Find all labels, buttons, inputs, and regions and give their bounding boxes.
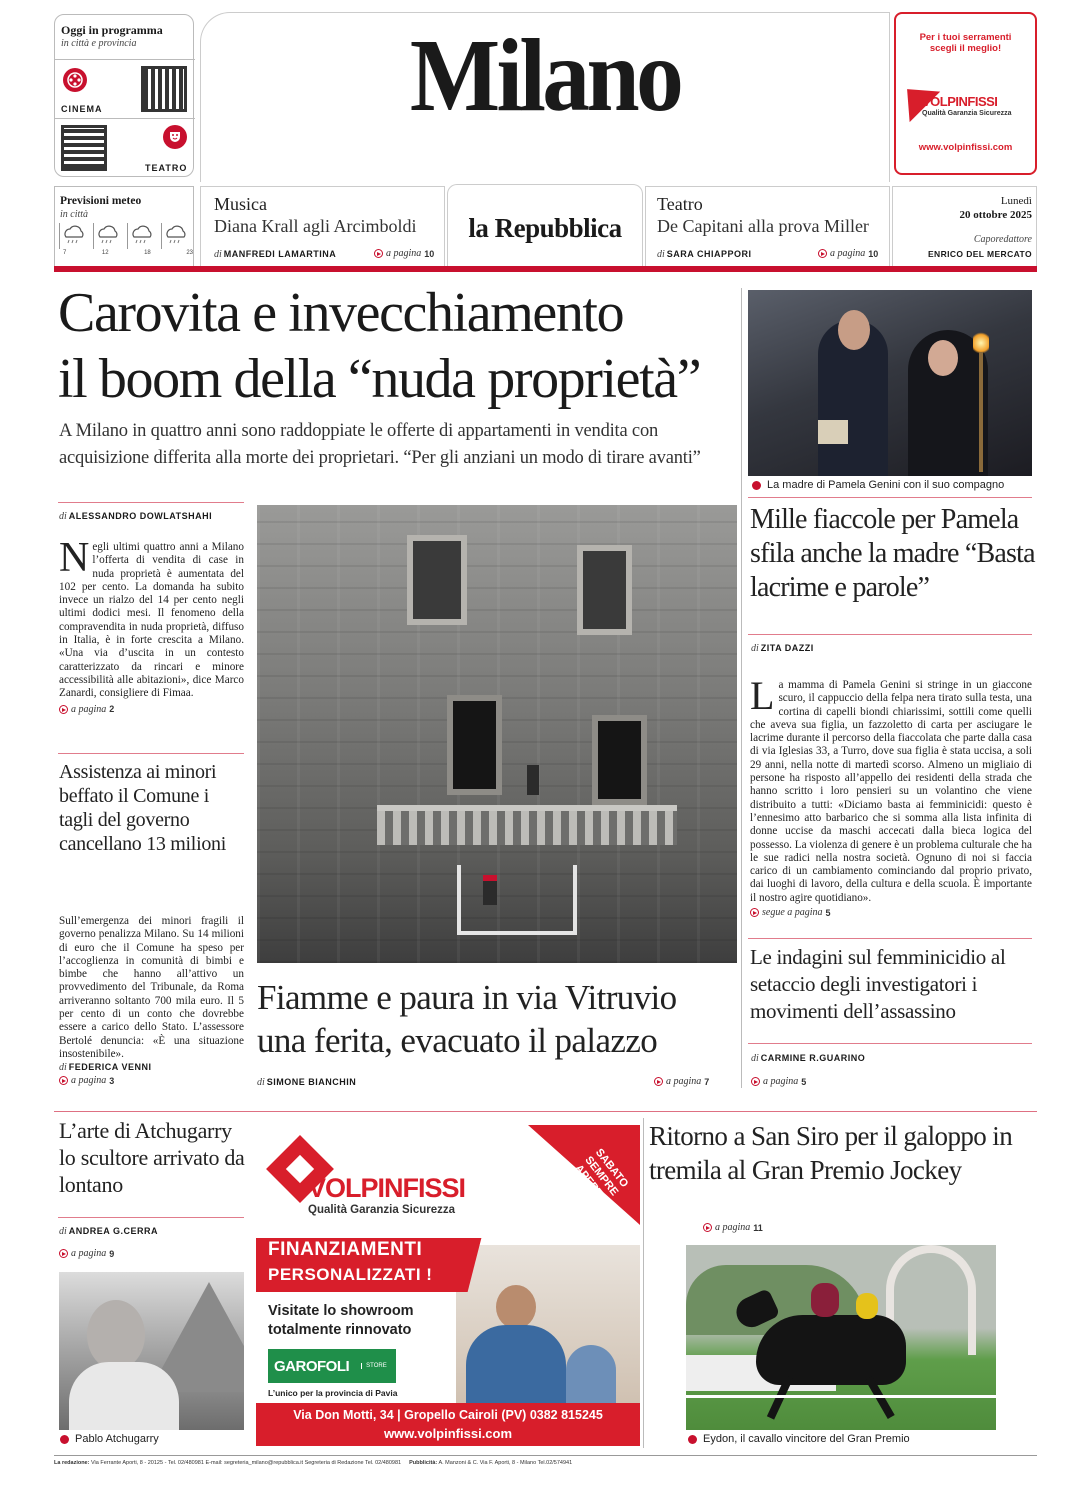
footer-rule xyxy=(54,1455,1037,1456)
arrow-right-icon xyxy=(59,1249,68,1258)
footer xyxy=(54,1460,1037,1466)
lead-headline-line2: il boom della “nuda proprietà” xyxy=(58,348,701,410)
cinema-tile[interactable] xyxy=(55,59,195,119)
film-reel-icon xyxy=(63,68,87,92)
column-divider xyxy=(643,1118,644,1448)
ad-visit-line1: Visitate lo showroom xyxy=(268,1303,414,1319)
volpinfissi-ad[interactable] xyxy=(256,1125,640,1446)
teatro-tile[interactable] xyxy=(55,119,195,178)
column-divider xyxy=(741,288,742,1088)
pamela-headline[interactable]: Mille fiaccole per Pamela sfila anche la madre “Basta lacrime e parole” xyxy=(750,504,1035,603)
dropcap: N xyxy=(59,535,90,581)
minors-article xyxy=(59,915,244,1086)
racing-horse xyxy=(756,1315,906,1385)
pamela-body: La mamma di Pamela Genini si stringe in un giaccone scuro, il cappuccio della felpa nera tirato sulla testa, una cortina di capelli biondi chiarissimi, sottili come quelli che aveva sua figlia, un fazzoletto di carta per asciugare le lacrime durante il percorso della fiaccolata che parte dalla casa di via Iglesias 33, a Turro, dove sua figlia è stata uccisa, a soli 29 anni, nella notte di martedì scorso. Almeno un migliaio di persone ha risposto all’appello dei residenti della strada che hanno scritto i loro pensieri su un volantino che viene distribuito a tutti: «Diciamo basta ai femminicidi: questo è l’ennesimo atto barbarico che si somma alla lista infinita di donne uccise da maschi accecati dalla bieca logica del possesso. La violenza di genere è un problema culturale che ha le sue radici nella nostra società. Ognuno di noi si faccia carico di un cambiamento cominciando dal proprio privato, dai luoghi di lavoro, della cultura e della scuola. È importante il nostro agire quotidiano». xyxy=(750,673,1032,904)
ad-finance-line2: PERSONALIZZATI ! xyxy=(268,1265,433,1284)
rain-cloud-icon xyxy=(161,223,191,249)
investigation-page-ref[interactable]: a pagina 5 xyxy=(751,1076,806,1087)
lead-page-ref[interactable]: a pagina 2 xyxy=(59,704,244,715)
pamela-byline: di ZITA DAZZI xyxy=(751,643,814,654)
rule xyxy=(58,1217,244,1218)
garofoli-name: GAROFOLI xyxy=(274,1357,350,1375)
rain-cloud-icon xyxy=(59,223,89,249)
balcony xyxy=(377,805,677,845)
lead-standfirst: A Milano in quattro anni sono raddoppiate le offerte di appartamenti in vendita con acquisizione differita alla morte dei proprietari. “Per gli anziani un modo di tirare avanti” xyxy=(59,421,701,468)
cinema-label: CINEMA xyxy=(61,104,103,114)
fire-byline: di SIMONE BIANCHIN xyxy=(257,1077,357,1088)
minors-page-ref[interactable]: a pagina 3 xyxy=(59,1075,244,1086)
torch-stick xyxy=(979,352,983,472)
paper-cone xyxy=(818,420,848,444)
arrow-right-icon xyxy=(818,249,827,258)
editor-name: ENRICO DEL MERCATO xyxy=(927,249,1032,259)
teatro-label: TEATRO xyxy=(145,163,188,173)
minors-headline[interactable]: Assistenza ai minori beffato il Comune i tagli del governo cancellano 13 milioni xyxy=(59,761,226,855)
sansiro-page-ref[interactable]: a pagina 11 xyxy=(703,1222,763,1233)
investigation-byline: di CARMINE R.GUARINO xyxy=(751,1053,866,1064)
ad-person xyxy=(496,1285,536,1329)
top-ad-line2: scegli il meglio! xyxy=(929,43,1002,54)
date-full: 20 ottobre 2025 xyxy=(959,209,1032,221)
sculptor-byline: di ANDREA G.CERRA xyxy=(59,1226,158,1237)
program-box xyxy=(54,14,194,177)
masthead-title: Milano xyxy=(409,18,681,133)
window xyxy=(577,545,632,635)
theatre-headline: De Capitani alla prova Miller xyxy=(657,216,869,236)
camera-dot-icon xyxy=(688,1435,697,1444)
theatre-section: Teatro xyxy=(657,194,703,214)
arrow-right-icon xyxy=(751,1077,760,1086)
weather-box xyxy=(54,186,194,266)
music-section: Musica xyxy=(214,194,267,214)
arrow-right-icon xyxy=(703,1223,712,1232)
rain-cloud-icon xyxy=(127,223,157,249)
camera-dot-icon xyxy=(752,481,761,490)
lead-headline-line1: Carovita e invecchiamento xyxy=(58,282,624,344)
lead-headline[interactable] xyxy=(58,280,748,412)
date-day: Lunedì xyxy=(1000,195,1032,207)
weather-hours xyxy=(63,250,193,256)
masthead-red-bar xyxy=(54,266,1037,272)
rule xyxy=(748,497,1032,498)
theatre-mask-icon xyxy=(163,125,187,149)
camera-dot-icon xyxy=(60,1435,69,1444)
repubblica-logo-box xyxy=(447,184,643,268)
top-ad-tagline: Qualità Garanzia Sicurezza xyxy=(922,110,1012,117)
person-face xyxy=(838,310,870,350)
firefighter xyxy=(527,765,539,795)
footer-pubblicita: Pubblicità: A. Manzoni & C. Via F. Aporti, 8 - Milano Tel.02/574941 xyxy=(409,1460,573,1466)
fire-headline[interactable]: Fiamme e paura in via Vitruvio una ferita, evacuato il palazzo xyxy=(257,978,677,1060)
ad-url[interactable]: www.volpinfissi.com xyxy=(383,1426,513,1441)
program-subtitle: in città e provincia xyxy=(61,38,137,49)
section-separator xyxy=(54,1111,1037,1112)
lead-article xyxy=(59,535,244,715)
top-ad-line1: Per i tuoi serramenti xyxy=(919,32,1012,43)
fire-truck-ladder xyxy=(457,865,577,935)
rule xyxy=(58,502,244,503)
sculptor-head xyxy=(87,1300,145,1370)
top-ad[interactable] xyxy=(894,12,1037,175)
top-ad-brand: VOLPINFISSI xyxy=(922,94,998,109)
sculptor-caption: Pablo Atchugarry xyxy=(60,1433,159,1445)
weather-title: Previsioni meteo xyxy=(60,195,142,207)
arrow-right-icon xyxy=(59,1076,68,1085)
lead-body: Negli ultimi quattro anni a Milano l’offerta di vendita di case in nuda proprietà è aumentata del 102 per cento. La domanda ha subito invece un rialzo del 14 per cento negli ultimi dodici mesi. Il fenomeno della compravendita in nuda proprietà, diffuso in Italia, è in forte crescita a Milano. «Una via d’uscita in un contesto caratterizzato da rincari e minore accessibilità alle abitazioni», dice Marco Zanardi, consigliere di Fimaa. xyxy=(59,535,244,700)
arrow-right-icon xyxy=(59,705,68,714)
ad-unique: L’unico per la provincia di Pavia xyxy=(268,1388,398,1398)
ad-corner-text: SABATO SEMPRE APERTO xyxy=(572,1146,631,1206)
sculptor-headline[interactable]: L’arte di Atchugarry lo scultore arrivato da lontano xyxy=(59,1118,245,1197)
rule xyxy=(58,753,244,754)
theatre-teaser[interactable] xyxy=(645,186,890,266)
investigation-headline[interactable]: Le indagini sul femminicidio al setaccio degli investigatori i movimenti dell’assassino xyxy=(750,945,1006,1023)
program-title: Oggi in programma xyxy=(61,23,163,37)
garofoli-store: STORE xyxy=(361,1363,387,1369)
window xyxy=(447,695,502,795)
qr-code-icon[interactable] xyxy=(61,125,107,171)
sansiro-headline[interactable]: Ritorno a San Siro per il galoppo in tremila al Gran Premio Jockey xyxy=(649,1121,1013,1185)
ad-address: Via Don Motti, 34 | Gropello Cairoli (PV) 0382 815245 xyxy=(293,1408,603,1422)
music-byline: di MANFREDI LAMARTINA xyxy=(214,249,337,260)
jockey xyxy=(811,1283,839,1317)
weather-hour: 12 xyxy=(101,250,109,256)
minors-byline: di FEDERICA VENNI xyxy=(59,1062,152,1074)
weather-hour: 23 xyxy=(186,250,193,256)
second-jockey xyxy=(856,1293,878,1319)
top-ad-url[interactable]: www.volpinfissi.com xyxy=(918,142,1013,153)
rail xyxy=(686,1395,996,1398)
sculptor-photo[interactable] xyxy=(59,1272,244,1430)
ad-brand: VOLPINFISSI xyxy=(308,1173,466,1203)
weather-subtitle: in città xyxy=(60,209,89,220)
lead-byline: di ALESSANDRO DOWLATSHAHI xyxy=(59,511,213,522)
arrow-right-icon xyxy=(374,249,383,258)
ad-tagline: Qualità Garanzia Sicurezza xyxy=(308,1204,456,1216)
theatre-byline: di SARA CHIAPPORI xyxy=(657,249,752,260)
rule xyxy=(748,634,1032,635)
theatre-page-ref[interactable]: a pagina 10 xyxy=(818,248,878,259)
rule xyxy=(748,938,1032,939)
masthead-title-box xyxy=(200,12,890,182)
music-headline: Diana Krall agli Arcimboldi xyxy=(214,216,417,236)
rain-cloud-icon xyxy=(93,223,123,249)
arrow-right-icon xyxy=(750,908,759,917)
qr-code-icon[interactable] xyxy=(141,66,187,112)
pamela-page-ref[interactable]: segue a pagina 5 xyxy=(750,907,1032,918)
pamela-article xyxy=(750,673,1032,919)
fire-photo[interactable] xyxy=(257,505,737,963)
window xyxy=(592,715,647,805)
window xyxy=(407,535,467,625)
repubblica-logo: la Repubblica xyxy=(468,213,622,243)
minors-body: Sull’emergenza dei minori fragili il governo penalizza Milano. Su 14 milioni di euro che il Comune ha speso per l’accoglienza in comunità di bimbi e bimbe che hanno all’attivo un provvedimento del Tribunale, da Roma arriveranno soltanto 700 mila euro. Il 5 per cento di un conto che dovrebbe essere a carico dello Stato. L’assessore Bertolé denuncia: «È una situazione insostenibile». xyxy=(59,915,244,1060)
horse-race-caption: Eydon, il cavallo vincitore del Gran Premio xyxy=(688,1433,910,1445)
arrow-right-icon xyxy=(654,1077,663,1086)
sculptor-page-ref[interactable]: a pagina 9 xyxy=(59,1248,114,1259)
ad-person xyxy=(466,1325,566,1415)
person-face xyxy=(928,340,958,376)
sculptor-body xyxy=(69,1362,179,1430)
rule xyxy=(748,1043,1032,1044)
vigil-photo[interactable] xyxy=(748,290,1032,476)
dropcap: L xyxy=(750,673,775,718)
music-page-ref[interactable]: a pagina 10 xyxy=(374,248,434,259)
vigil-caption: La madre di Pamela Genini con il suo compagno xyxy=(752,479,1004,491)
weather-hour: 7 xyxy=(63,250,67,256)
music-teaser[interactable] xyxy=(200,186,445,266)
date-box xyxy=(892,186,1037,266)
firefighter xyxy=(483,875,497,905)
horse-race-photo[interactable] xyxy=(686,1245,996,1430)
garofoli-logo xyxy=(268,1349,396,1383)
editor-role: Caporedattore xyxy=(973,234,1032,245)
weather-hour: 18 xyxy=(144,250,151,256)
ad-finance-line1: FINANZIAMENTI xyxy=(268,1239,423,1260)
ad-visit-line2: totalmente rinnovato xyxy=(268,1322,412,1338)
fire-page-ref[interactable]: a pagina 7 xyxy=(654,1076,709,1087)
footer-redazione: La redazione: Via Ferrante Aporti, 8 - 20125 - Tel. 02/480981 E-mail: segreteria_milano@repubblica.it Segreteria di Redazione Tel. 02/480981 xyxy=(54,1460,402,1466)
